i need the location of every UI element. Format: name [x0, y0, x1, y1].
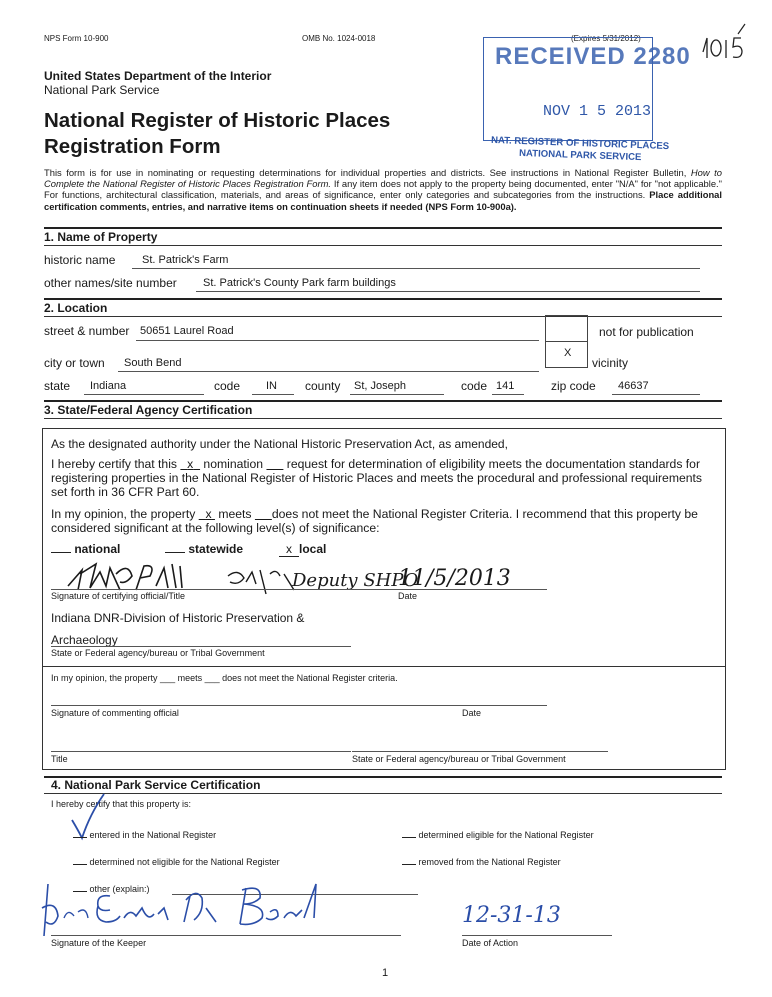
- page-subtitle: Registration Form: [44, 135, 221, 158]
- page-number: 1: [382, 967, 389, 979]
- cert-authority-text: As the designated authority under the National Historic Preservation Act, as amended,: [51, 437, 508, 451]
- omb-number: OMB No. 1024-0018: [302, 34, 376, 43]
- city-value: South Bend: [124, 357, 182, 369]
- opinion-text: In my opinion, the property ___ meets ___ does not meet the National Register criteria.: [51, 673, 398, 683]
- agency-line: [51, 646, 351, 647]
- state-code-line: [252, 394, 294, 395]
- zip-label: zip code: [551, 379, 596, 393]
- agency-label: State or Federal agency/bureau or Tribal Government: [51, 648, 265, 658]
- state-label: state: [44, 379, 71, 393]
- level-national: [51, 542, 120, 556]
- cert-paragraph-3: [51, 507, 717, 535]
- historic-name-line: [132, 268, 700, 269]
- cert-nomination-mark-text: x: [187, 457, 194, 471]
- certifying-official-title-script: Deputy SHPO: [292, 570, 419, 591]
- intro-text-italic: How to Complete the National Register of Historic Places Registration Form.: [44, 167, 722, 190]
- option-entered[interactable]: [73, 830, 216, 840]
- section1-heading: 1. Name of Property: [44, 230, 158, 244]
- certifying-signature-line: [51, 589, 547, 590]
- other-names-value: St. Patrick's County Park farm buildings: [203, 277, 396, 289]
- city-label: city or town: [44, 356, 105, 370]
- agency-name-line1: Indiana DNR-Division of Historic Preservation &: [51, 611, 305, 625]
- section4-heading: 4. National Park Service Certification: [51, 778, 261, 792]
- street-line: [136, 340, 539, 341]
- keeper-signature: [34, 878, 364, 940]
- action-date-label: Date of Action: [462, 938, 519, 948]
- state-code-label: code: [214, 379, 241, 393]
- historic-name-value: St. Patrick's Farm: [142, 254, 229, 266]
- title-agency-label: State or Federal agency/bureau or Tribal Government: [352, 754, 566, 764]
- keeper-signature-line: [51, 935, 401, 936]
- intro-paragraph: [44, 167, 722, 212]
- option-determined-eligible-label: determined eligible for the National Register: [418, 830, 594, 840]
- county-code-label: code: [461, 379, 488, 393]
- cert-p3-a: In my opinion, the property: [51, 507, 199, 521]
- commenting-signature-label: Signature of commenting official: [51, 708, 179, 718]
- level-local: [279, 542, 326, 557]
- intro-text-bold: Place additional certification comments, entries, and narrative items on continuation sheets if needed (NPS Form 10-900a).: [44, 189, 723, 212]
- county-label: county: [305, 379, 341, 393]
- vicinity-label: vicinity: [592, 356, 629, 370]
- commenting-signature-line: [51, 705, 547, 706]
- cert-nomination-mark: [180, 457, 200, 471]
- historic-name-label: historic name: [44, 253, 116, 267]
- street-value: 50651 Laurel Road: [140, 325, 234, 337]
- option-removed[interactable]: [402, 857, 561, 867]
- county-code-value: 141: [496, 380, 515, 392]
- keeper-signature-label: Signature of the Keeper: [51, 938, 147, 948]
- stamp-line2: NATIONAL PARK SERVICE: [518, 147, 642, 164]
- street-label: street & number: [44, 324, 130, 338]
- section3-top-rule: [44, 400, 722, 402]
- other-names-label: other names/site number: [44, 276, 177, 290]
- certifying-date-handwritten: 11/5/2013: [398, 566, 511, 591]
- nps-cert-intro: I hereby certify that this property is:: [51, 799, 192, 809]
- county-line: [350, 394, 444, 395]
- level-local-label: local: [299, 542, 327, 556]
- expiration-date: (Expires 5/31/2012): [571, 34, 641, 43]
- cert-paragraph-2: [51, 457, 717, 499]
- received-stamp: [483, 37, 691, 170]
- level-statewide: [165, 542, 243, 556]
- option-determined-not-eligible[interactable]: [73, 857, 280, 867]
- page-title: National Register of Historic Places: [44, 109, 391, 132]
- section4-bottom-rule: [44, 793, 722, 794]
- service-name: National Park Service: [44, 83, 160, 97]
- intro-text-c: If any item does not apply to the property being documented, enter "N/A" for "not applicable." For functions, architectural classification, materials, and areas of significance, enter only categories and subcategories from the instructions.: [44, 178, 722, 201]
- section2-top-rule: [44, 298, 722, 300]
- option-removed-label: removed from the National Register: [418, 857, 561, 867]
- form-id: NPS Form 10-900: [44, 34, 109, 43]
- option-entered-label: entered in the National Register: [89, 830, 217, 840]
- level-local-mark: x: [279, 542, 299, 557]
- city-line: [118, 371, 539, 372]
- section1-bottom-rule: [44, 245, 722, 246]
- certifying-date-label: Date: [398, 591, 418, 601]
- option-other-label: other (explain:): [89, 884, 150, 894]
- action-date-handwritten: 12-31-13: [462, 903, 561, 928]
- intro-text-a: This form is for use in nominating or requesting determinations for individual properties and districts. See instructions in National Register Bulletin,: [44, 167, 691, 178]
- stamp-line1: NAT. REGISTER OF HISTORIC PLACES: [490, 134, 670, 153]
- county-value: St, Joseph: [354, 380, 406, 392]
- vicinity-checkbox[interactable]: [545, 341, 588, 368]
- state-line: [84, 394, 204, 395]
- handwritten-number-1015: [697, 22, 757, 64]
- section2-heading: 2. Location: [44, 301, 108, 315]
- option-determined-not-eligible-label: determined not eligible for the National Register: [89, 857, 280, 867]
- section3-bottom-rule: [44, 418, 722, 419]
- section3-heading: 3. State/Federal Agency Certification: [44, 403, 253, 417]
- vicinity-mark: X: [564, 347, 572, 359]
- state-value: Indiana: [90, 380, 127, 392]
- cert-meets-mark-text: x: [205, 507, 212, 521]
- county-code-line: [492, 394, 524, 395]
- cert-p3-b: meets: [214, 507, 255, 521]
- commenting-date-label: Date: [462, 708, 482, 718]
- cert-p3-c: does not meet the National Register Criteria. I recommend that this property be considered significant at the following level(s) of significance:: [51, 507, 698, 535]
- certifying-signature-label: Signature of certifying official/Title: [51, 591, 186, 601]
- cert-p2-c: request for determination of eligibility meets the documentation standards for registering properties in the National Register of Historic Places and meets the procedural and professional requirements set forth in 36 CFR Part 60.: [51, 457, 703, 499]
- other-names-line: [196, 291, 700, 292]
- level-statewide-label: statewide: [188, 542, 244, 556]
- title-line: [51, 751, 351, 752]
- level-national-label: national: [74, 542, 121, 556]
- not-for-publication-label: not for publication: [599, 325, 694, 339]
- title-agency-line: [352, 751, 608, 752]
- stamp-received: RECEIVED 2280: [495, 43, 691, 70]
- section2-bottom-rule: [44, 316, 722, 317]
- action-date-line: [462, 935, 612, 936]
- zip-value: 46637: [618, 380, 649, 392]
- section1-top-rule: [44, 227, 722, 229]
- option-determined-eligible[interactable]: [402, 830, 594, 840]
- department-name: United States Department of the Interior: [44, 69, 272, 83]
- stamp-date: NOV 1 5 2013: [543, 103, 652, 120]
- zip-line: [612, 394, 700, 395]
- title-label: Title: [51, 754, 68, 764]
- cert-meets-mark: [199, 507, 215, 521]
- cert-p2-a: I hereby certify that this: [51, 457, 181, 471]
- state-code-value: IN: [266, 380, 277, 392]
- agency-name-line2: Archaeology: [51, 633, 118, 647]
- cert-p2-b: nomination: [200, 457, 267, 471]
- not-for-publication-checkbox[interactable]: [545, 315, 588, 342]
